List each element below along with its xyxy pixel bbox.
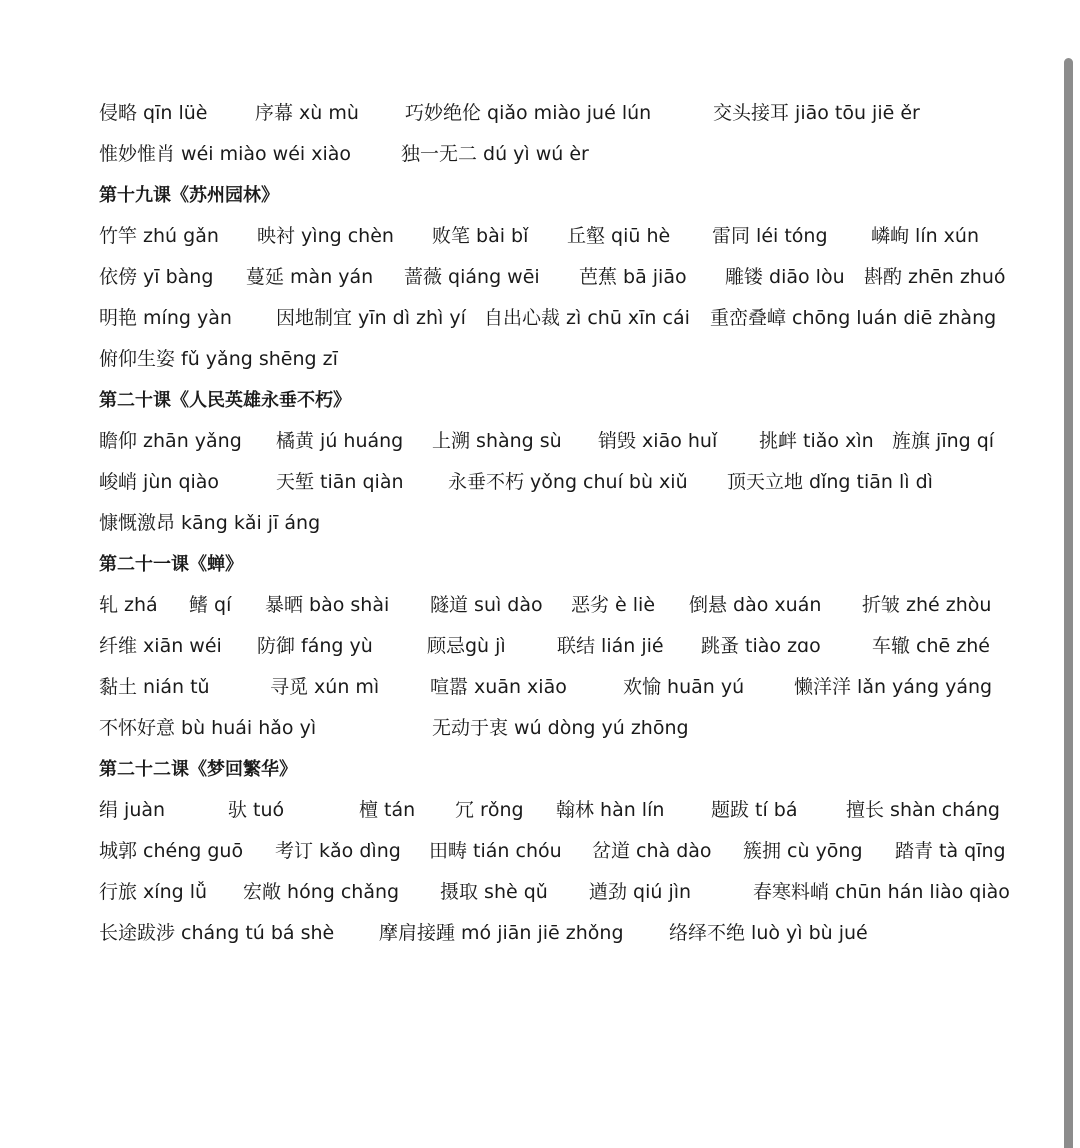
vocab-entry: 长途跋涉 cháng tú bá shè	[99, 922, 335, 944]
vocab-entry: 行旅 xíng lǚ	[99, 881, 208, 903]
vocab-entry: 考订 kǎo dìng	[275, 840, 401, 862]
word-row	[99, 93, 1059, 134]
word-row	[99, 790, 1059, 831]
vocab-entry: 慷慨激昂 kāng kǎi jī áng	[99, 512, 321, 534]
vocab-entry: 俯仰生姿 fǔ yǎng shēng zī	[99, 348, 338, 370]
vocab-entry: 无动于衷 wú dòng yú zhōng	[432, 717, 689, 739]
vocab-entry: 田畴 tián chóu	[429, 840, 562, 862]
vocab-entry: 纤维 xiān wéi	[99, 635, 222, 657]
vocab-entry: 恶劣 è liè	[571, 594, 656, 616]
vocab-entry: 折皱 zhé zhòu	[862, 594, 992, 616]
vocab-entry: 橘黄 jú huáng	[276, 430, 404, 452]
vocab-entry: 联结 lián jié	[557, 635, 664, 657]
lesson-heading: 第二十二课《梦回繁华》	[99, 759, 297, 780]
vocab-entry: 旌旗 jīng qí	[892, 430, 995, 452]
word-row	[99, 339, 1059, 380]
lesson-heading: 第二十一课《蝉》	[99, 554, 243, 575]
lesson-heading: 第十九课《苏州园林》	[99, 185, 279, 206]
vocab-entry: 侵略 qīn lüè	[99, 102, 208, 124]
vocab-entry: 自出心裁 zì chū xīn cái	[484, 307, 690, 329]
vocab-entry: 永垂不朽 yǒng chuí bù xiǔ	[448, 471, 688, 493]
vocab-entry: 城郭 chéng guō	[99, 840, 244, 862]
vocab-entry: 绢 juàn	[99, 799, 166, 821]
word-row	[99, 257, 1059, 298]
vocab-entry: 络绎不绝 luò yì bù jué	[669, 922, 868, 944]
vocab-entry: 宏敞 hóng chǎng	[243, 881, 400, 903]
vocab-entry: 斟酌 zhēn zhuó	[864, 266, 1006, 288]
vocab-entry: 芭蕉 bā jiāo	[579, 266, 687, 288]
vocab-entry: 隧道 suì dào	[430, 594, 543, 616]
word-row	[99, 872, 1059, 913]
vocab-entry: 车辙 chē zhé	[872, 635, 990, 657]
word-row	[99, 708, 1059, 749]
vocab-entry: 销毁 xiāo huǐ	[598, 430, 718, 452]
vocab-entry: 映衬 yìng chèn	[257, 225, 394, 247]
word-row	[99, 913, 1059, 954]
vocab-entry: 踏青 tà qīng	[895, 840, 1006, 862]
vocab-entry: 交头接耳 jiāo tōu jiē ěr	[713, 102, 920, 124]
vocab-entry: 蔓延 màn yán	[246, 266, 374, 288]
word-row	[99, 421, 1059, 462]
word-row	[99, 503, 1059, 544]
vocab-entry: 题跋 tí bá	[711, 799, 798, 821]
vocab-entry: 天堑 tiān qiàn	[276, 471, 404, 493]
vocab-entry: 喧嚣 xuān xiāo	[430, 676, 567, 698]
word-row	[99, 134, 1059, 175]
vocab-entry: 倒悬 dào xuán	[689, 594, 822, 616]
vocab-entry: 黏土 nián tǔ	[99, 676, 210, 698]
vocab-entry: 翰林 hàn lín	[556, 799, 665, 821]
vocab-entry: 因地制宜 yīn dì zhì yí	[276, 307, 466, 329]
word-row	[99, 667, 1059, 708]
vocab-entry: 不怀好意 bù huái hǎo yì	[99, 717, 317, 739]
vocab-entry: 瞻仰 zhān yǎng	[99, 430, 242, 452]
vocab-entry: 上溯 shàng sù	[432, 430, 562, 452]
vocab-entry: 挑衅 tiǎo xìn	[759, 430, 874, 452]
vocab-entry: 惟妙惟肖 wéi miào wéi xiào	[99, 143, 352, 165]
vocab-entry: 防御 fáng yù	[257, 635, 373, 657]
word-row	[99, 626, 1059, 667]
vocab-entry: 峻峭 jùn qiào	[99, 471, 220, 493]
vocab-entry: 嶙峋 lín xún	[871, 225, 980, 247]
vocab-entry: 懒洋洋 lǎn yáng yáng	[794, 676, 993, 698]
vocab-entry: 竹竿 zhú gǎn	[99, 225, 219, 247]
vocab-entry: 败笔 bài bǐ	[432, 225, 529, 247]
vocab-entry: 摩肩接踵 mó jiān jiē zhǒng	[379, 922, 624, 944]
vocabulary-list	[99, 93, 1059, 954]
vocab-entry: 跳蚤 tiào zɑo	[701, 635, 821, 657]
word-row	[99, 585, 1059, 626]
vocab-entry: 雕镂 diāo lòu	[725, 266, 845, 288]
vocab-entry: 序幕 xù mù	[255, 102, 359, 124]
scrollbar-thumb[interactable]	[1064, 58, 1073, 1148]
vocab-entry: 鳍 qí	[189, 594, 232, 616]
vocab-entry: 冗 rǒng	[455, 799, 524, 821]
vocab-entry: 丘壑 qiū hè	[567, 225, 671, 247]
vocab-entry: 簇拥 cù yōng	[743, 840, 863, 862]
vocab-entry: 檀 tán	[359, 799, 416, 821]
vocab-entry: 擅长 shàn cháng	[846, 799, 1000, 821]
vocab-entry: 巧妙绝伦 qiǎo miào jué lún	[405, 102, 652, 124]
vocab-entry: 春寒料峭 chūn hán liào qiào	[753, 881, 1010, 903]
vocab-entry: 摄取 shè qǔ	[440, 881, 548, 903]
vocab-entry: 依傍 yī bàng	[99, 266, 214, 288]
vocab-entry: 蔷薇 qiáng wēi	[404, 266, 540, 288]
vocab-entry: 顾忌gù jì	[427, 635, 506, 657]
vocab-entry: 遒劲 qiú jìn	[589, 881, 692, 903]
vocab-entry: 明艳 míng yàn	[99, 307, 232, 329]
vocab-entry: 顶天立地 dǐng tiān lì dì	[727, 471, 933, 493]
word-row	[99, 298, 1059, 339]
vocab-entry: 轧 zhá	[99, 594, 158, 616]
vocab-entry: 驮 tuó	[228, 799, 285, 821]
vocab-entry: 独一无二 dú yì wú èr	[401, 143, 589, 165]
word-row	[99, 831, 1059, 872]
vocab-entry: 暴晒 bào shài	[265, 594, 390, 616]
word-row	[99, 462, 1059, 503]
word-row	[99, 216, 1059, 257]
vocab-entry: 欢愉 huān yú	[623, 676, 745, 698]
vocab-entry: 重峦叠嶂 chōng luán diē zhàng	[710, 307, 997, 329]
vocab-entry: 岔道 chà dào	[592, 840, 712, 862]
vocab-entry: 寻觅 xún mì	[270, 676, 380, 698]
lesson-heading: 第二十课《人民英雄永垂不朽》	[99, 390, 351, 411]
vocab-entry: 雷同 léi tóng	[712, 225, 828, 247]
